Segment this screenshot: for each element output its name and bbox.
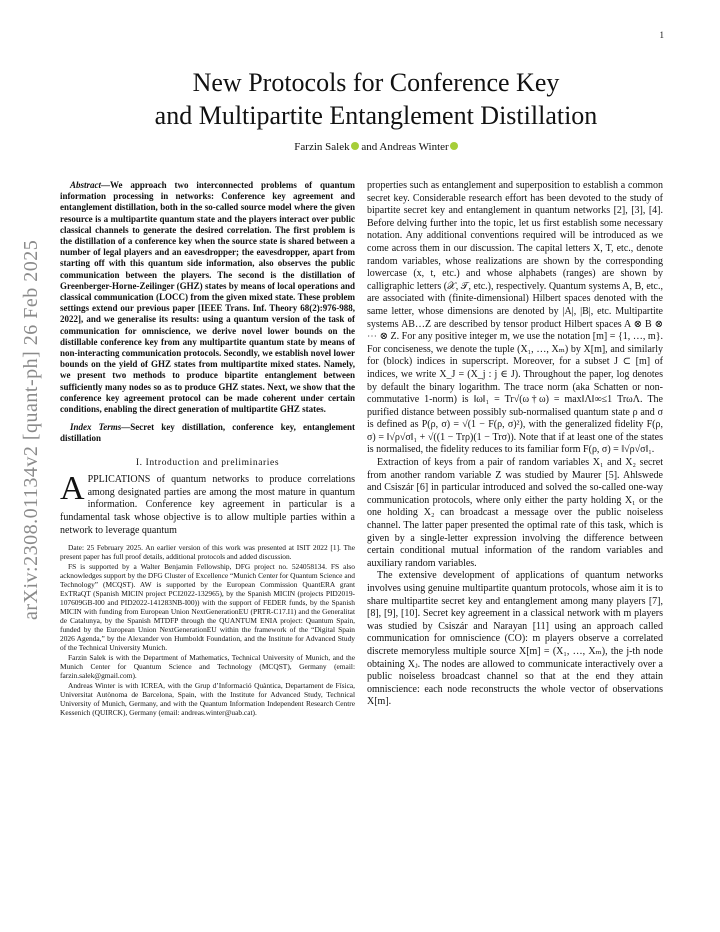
abstract <box>60 180 355 415</box>
author-name: Farzin Salek <box>294 141 350 153</box>
footnote: Andreas Winter is with ICREA, with the Grup d’Informació Quàntica, Departament de Física, Universitat Autònoma de Barcelona, Spain, with the Institute for Advanced Study, Technical University of Munich, Germany, and with the Quantum Information Independent Research Centre Kessenich (QUIRCK), Germany (email: andreas.winter@uab.cat). <box>60 681 355 718</box>
index-terms <box>60 422 355 444</box>
arxiv-identifier-stamp: arXiv:2308.01134v2 [quant-ph] 26 Feb 2025 <box>20 239 42 620</box>
abstract-dash: — <box>101 180 111 190</box>
page-number: 1 <box>659 30 664 40</box>
title-line-1: New Protocols for Conference Key <box>192 68 560 97</box>
author-list <box>96 141 656 153</box>
intro-small-caps: PPLICATIONS <box>87 474 151 486</box>
body-paragraph: The extensive development of applications of quantum networks involves using genuine multipartite quantum protocols, whose aim it is to share multipartite secret key and entanglement among many players [7], [8], [9], [10]. Secret key agreement in a classical network with m players was studied by Csiszár and Narayan [11] using an approach called communication for omniscience (CO): m players observe a correlated discrete memoryless multiple source X[m] = (X₁, …, Xₘ), the j-th node obtaining Xⱼ. The nodes are allowed to communicate interactively over a public noiseless broadcast channel so that at the end they attain omniscience: each node reconstructs the whole vector of observations X[m]. <box>367 570 663 708</box>
footnote: Date: 25 February 2025. An earlier version of this work was presented at ISIT 2022 [1]. The present paper has full proof details, additional protocols and added discussion. <box>60 543 355 562</box>
footnote: Farzin Salek is with the Department of Mathematics, Technical University of Munich, and the Munich Center for Quantum Science and Technology (MCQST), Germany (email: farzin.salek@gmail.com). <box>60 653 355 681</box>
index-terms-dash: — <box>121 422 131 433</box>
body-paragraph: Extraction of keys from a pair of random variables X₁ and X₂ secret from another random variable Z was studied by Maurer [5]. Ahlswede and Csiszár [6] in particular introduced and solved the so-called one-way communication protocols, where only either the party holding X₁ or the one holding X₂ can broadcast a message over the public noiseless channel. The latter paper presented the optimal rate of this task, which is given by a single-letter expression involving the difference between certain conditional mutual information of the random variables and auxiliary random variables. <box>367 457 663 569</box>
author-name: Andreas Winter <box>379 141 449 153</box>
title-line-2: and Multipartite Entanglement Distillation <box>154 101 598 130</box>
intro-paragraph <box>60 470 355 537</box>
right-column <box>367 180 663 709</box>
author-conjunction: and <box>358 141 380 153</box>
abstract-label: Abstract <box>70 180 102 190</box>
section-heading: I. Introduction and preliminaries <box>135 457 280 468</box>
index-terms-text: Secret key distillation, conference key, entanglement distillation <box>60 422 355 444</box>
footnote: FS is supported by a Walter Benjamin Fellowship, DFG project no. 524058134. FS also acknowledges support by the DFG Cluster of Excellence “Munich Center for Quantum Science and Technology” (MCQST). AW is supported by the European Commission QuantERA grant ExTRaQT (Spanish MICIN project PCI2022-132965), by the Spanish MICIN (projects PID2019-107609GB-I00 and PID2022-141283NB-I00)) with the support of FEDER funds, by the Spanish MICIN with funding from European Union NextGenerationEU (PRTR-C17.I1) and the Generalitat de Catalunya, by the Spanish MTDFP through the QUANTUM ENIA project: Quantum Spain, funded by the European Union NextGenerationEU within the framework of the “Digital Spain 2026 Agenda,” by the Alexander von Humboldt Foundation, and the Institute for Advanced Study of the Technical University Munich. <box>60 562 355 653</box>
footnotes <box>60 543 355 717</box>
orcid-icon[interactable] <box>450 142 458 150</box>
intro-text: of quantum networks to produce correlations among designated parties are among the most mature in quantum information. Conference key agreement in particular is a fundamental task whose objective is to allow multiple parties within a network to leverage quantum <box>60 474 355 536</box>
body-paragraph: properties such as entanglement and superposition to establish a common secret key. Considerable research effort has been devoted to the study of bipartite secret key and entanglement in quantum networks [2], [3], [4]. Before delving further into the topic, let us first establish some necessary notation. Any additional conventions required will be introduced as we come across them in our discussion. The capital letters X, T, etc., denote random variables, whose realizations are shown by the corresponding lowercase (x, t, etc.) and whose alphabets (ranges) are shown by calligraphic letters (𝒳, 𝒯, etc.), respectively. Quantum systems A, B, etc., are associated with (finite-dimensional) Hilbert spaces denoted with the same letter, whose dimensions are denoted by |A|, |B|, etc. Multipartite systems AB…Z are described by tensor product Hilbert spaces A ⊗ B ⊗ ⋯ ⊗ Z. For any positive integer m, we use the notation [m] = {1, …, m}. For conciseness, we denote the tuple (X₁, …, Xₘ) by X[m], and similarly for (block) indices in superscript. Moreover, for a subset J ⊂ [m] of indices, we write X_J = (X_j : j ∈ J). Throughout the paper, log denotes by default the binary logarithm. The trace norm (aka Schatten or non-commutative 1-norm) is ‖ω‖₁ = Tr√(ω†ω) = max‖Λ‖∞≤1 TrωΛ. The purified distance between possibly sub-normalised quantum state ρ and σ is defined as P(ρ, σ) = √(1 − F(ρ, σ)²), with the generalized fidelity F(ρ, σ) = ‖√ρ√σ‖₁ + √((1 − Trρ)(1 − Trσ)). Note that if at least one of the states is normalised, the fidelity reduces to its familiar form F(ρ, σ) = ‖√ρ√σ‖₁. <box>367 180 663 456</box>
index-terms-label: Index Terms <box>70 422 122 433</box>
left-column <box>60 180 355 718</box>
drop-cap: A <box>60 470 85 508</box>
abstract-text: We approach two interconnected problems of quantum information processing in networks: Conference key agreement and entanglement distillation, both in the so-called source model where the given resource is a multipartite quantum state and the players interact over public classical channels to generate the desired correlation. The first problem is the distillation of a conference key when the source state is shared between a number of legal players and an eavesdropper; the eavesdropper, apart from starting off with this quantum side information, also observes the public communication between the players. The second is the distillation of Greenberger-Horne-Zeilinger (GHZ) states by means of local operations and classical communication (LOCC) from the given mixed state. These problem settings extend our previous paper [IEEE Trans. Inf. Theory 68(2):976-988, 2022], and we generalise its results: using a quantum version of the task of communication for omniscience, we derive novel lower bounds on the distillable conference key from any multipartite quantum state by means of non-interacting communication protocols. Secondly, we establish novel lower bounds on the yield of GHZ states from multipartite mixed states. Namely, we present two methods to produce bipartite entanglement between sufficiently many nodes so as to produce GHZ states. Next, we show that the conference key agreement protocol can be made coherent under certain conditions, enabling the direct generation of multipartite GHZ states. <box>60 180 355 415</box>
paper-title <box>96 66 656 132</box>
orcid-icon[interactable] <box>351 142 359 150</box>
